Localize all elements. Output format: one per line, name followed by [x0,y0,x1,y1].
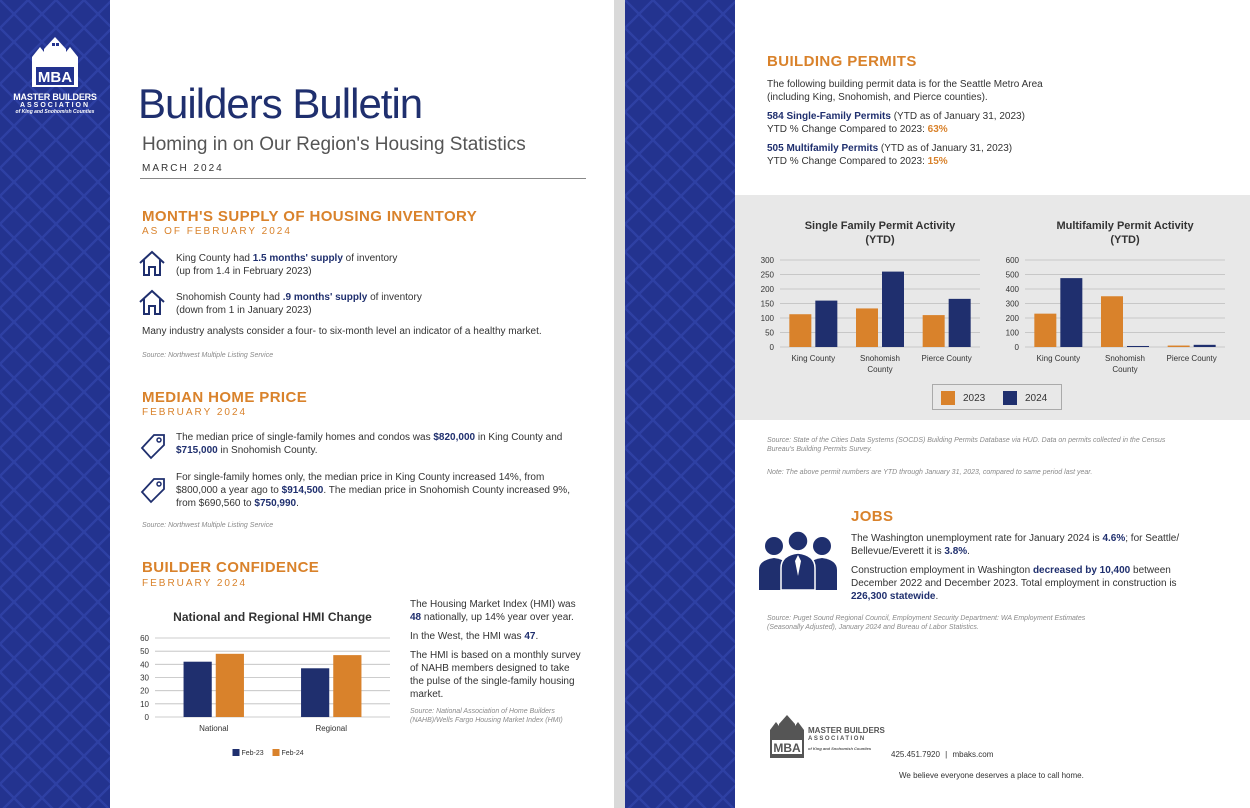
page-title: Builders Bulletin [138,80,423,127]
issue-date: MARCH 2024 [142,163,224,174]
bar-2024-snohomish-county [1127,346,1149,347]
legend-label-Feb-24: Feb-24 [281,750,304,757]
footer-phone[interactable]: 425.451.7920 [891,750,940,759]
median-subtitle: FEBRUARY 2024 [142,407,248,418]
confidence-title: BUILDER CONFIDENCE [142,559,320,576]
supply-title: MONTH'S SUPPLY OF HOUSING INVENTORY [142,208,478,225]
logo-line3: of King and Snohomish Counties [15,109,95,115]
house-icon [138,249,166,277]
footer-contact [891,750,993,759]
y-tick-label: 50 [765,328,774,338]
x-tick-label: Pierce County [921,354,972,363]
logo-line2: ASSOCIATION [19,102,91,109]
legend-label-2024: 2024 [1025,393,1048,404]
chart-title: Multifamily Permit Activity [1056,220,1194,232]
footer-separator: | [945,750,948,759]
supply-note: Many industry analysts consider a four- to six-month level an indicator of a healthy market. [142,326,542,337]
y-tick-label: 200 [760,285,774,294]
permits-title: BUILDING PERMITS [767,53,917,70]
median-p1: The median price of single-family homes and condos was $820,000 in King County and $715,000 in Snohomish County. [176,432,563,456]
y-tick-label: 200 [1005,314,1019,323]
supply-snohomish-text: Snohomish County had .9 months' supply of inventory (down from 1 in January 2023) [176,292,422,316]
y-tick-label: 300 [760,256,774,265]
y-tick-label: 400 [1005,285,1019,294]
footer-logo-line1: MASTER BUILDERS [808,726,885,735]
y-tick-label: 0 [1014,343,1019,352]
chart-title-line2: (YTD) [865,234,895,246]
bar-2024-king-county [815,301,837,347]
footer-logo-houses-icon [768,712,806,758]
mba-logo [10,35,100,115]
permit-legend [932,384,1062,410]
x-tick-label: County [1112,365,1138,374]
bar-2023-king-county [1034,314,1056,347]
svg-text:MBA: MBA [37,69,73,86]
y-tick-label: 40 [140,660,149,670]
median-title: MEDIAN HOME PRICE [142,389,308,406]
footer-logo-line2: ASSOCIATION [808,736,866,742]
x-tick-label: King County [791,354,836,363]
chart-title: National and Regional HMI Change [173,610,372,624]
footer-tagline: We believe everyone deserves a place to call home. [899,771,1084,780]
chart-title-line2: (YTD) [1110,234,1140,246]
legend-swatch-2023 [941,391,955,405]
middle-decorative-band [625,0,735,808]
bar-Feb-24-regional [333,655,361,717]
y-tick-label: 150 [760,299,774,309]
bar-Feb-24-national [216,654,244,717]
x-tick-label: Regional [315,724,348,733]
bar-2023-snohomish-county [1101,296,1123,347]
median-p2: For single-family homes only, the median price in King County increased 14%, from $800,000 a year ago to $914,500. The median price in Snohomish County increased 9%, from $690,560 to $750,990. [176,472,570,509]
jobs-source: Source: Puget Sound Regional Council, Employment Security Department: WA Employment Estimates (Seasonally Adjusted), January 2024 and Bureau of Labor Statistics. [767,615,1086,631]
bar-2023-pierce-county [923,315,945,347]
x-tick-label: King County [1036,354,1081,363]
supply-king-text: King County had 1.5 months' supply of inventory (up from 1.4 in February 2023) [176,253,398,277]
left-decorative-band [0,0,110,808]
legend-swatch-Feb-24 [273,749,280,756]
logo-houses-icon [10,35,100,87]
y-tick-label: 0 [144,713,149,722]
x-tick-label: National [199,724,229,733]
x-tick-label: Pierce County [1166,354,1217,363]
permits-text: The following building permit data is for the Seattle Metro Area (including King, Snohomish, and Pierce counties). 584 Single-Family Permits (YTD as of January 31, 2023) YTD % Change Compared to 2023: 63% 505 Multifamily Permits (YTD as of January 31, 2023) YTD % Change Compared to 2023: 15% [767,79,1043,167]
permit-charts-panel [735,195,1250,420]
bar-2024-pierce-county [949,299,971,347]
footer-website-link[interactable]: mbaks.com [952,750,994,759]
house-icon [138,288,166,316]
bar-Feb-23-national [184,662,212,717]
chart-title: Single Family Permit Activity [804,220,956,232]
header-divider [140,178,586,179]
y-tick-label: 100 [1005,328,1019,338]
logo-line1: MASTER BUILDERS [13,92,97,102]
y-tick-label: 50 [140,647,149,657]
bar-2024-snohomish-county [882,272,904,347]
y-tick-label: 10 [140,699,149,709]
legend-label-2023: 2023 [963,393,986,404]
y-tick-label: 30 [140,673,149,683]
bar-2023-pierce-county [1168,346,1190,347]
y-tick-label: 20 [140,686,149,696]
svg-text:MBA: MBA [773,741,801,755]
y-tick-label: 60 [140,634,149,643]
y-tick-label: 500 [1005,270,1019,280]
y-tick-label: 600 [1005,256,1019,265]
legend-swatch-2024 [1003,391,1017,405]
x-tick-label: Snohomish [859,354,901,363]
legend-label-Feb-23: Feb-23 [241,750,264,757]
permits-source: Source: State of the Cities Data Systems (SOCDS) Building Permits Database via HUD. Data on permits collected in the Census Bureau's Building Permits Survey. [767,437,1166,453]
legend-swatch-Feb-23 [233,749,240,756]
y-tick-label: 300 [1005,299,1019,309]
price-tag-icon [138,474,168,504]
multifamily-permit-chart [990,205,1235,385]
x-tick-label: County [867,365,893,374]
hmi-chart [130,600,400,765]
price-tag-icon [138,430,168,460]
supply-subtitle: AS OF FEBRUARY 2024 [142,226,292,237]
people-icon [757,528,839,590]
bar-2024-pierce-county [1194,345,1216,347]
page-subtitle: Homing in on Our Region's Housing Statistics [142,134,526,155]
bar-2024-king-county [1060,278,1082,347]
bar-2023-snohomish-county [856,308,878,347]
footer-logo-line3: of King and Snohomish Counties [808,746,872,751]
median-source: Source: Northwest Multiple Listing Service [142,522,274,529]
jobs-text: The Washington unemployment rate for January 2024 is 4.6%; for Seattle/ Bellevue/Everett it is 3.8%. Construction employment in Washington decreased by 10,400 between December 2022 and December 2023. Total employment in construction is 226,300 statewide. [851,533,1180,602]
page-gutter [614,0,625,808]
x-tick-label: Snohomish [1104,354,1146,363]
jobs-title: JOBS [851,508,894,525]
confidence-subtitle: FEBRUARY 2024 [142,578,248,589]
footer-logo [768,712,885,762]
single-family-permit-chart [745,205,990,385]
bar-2023-king-county [789,314,811,347]
y-tick-label: 250 [760,270,774,280]
confidence-text: The Housing Market Index (HMI) was 48 nationally, up 14% year over year. In the West, the HMI was 47. The HMI is based on a monthly survey of NAHB members designed to take the pulse of the single-family housing market. Source: National Association of Home Builders (NAHB)/Wells Fargo Housing Market Index (HMI) [410,599,581,724]
permits-note: Note: The above permit numbers are YTD through January 31, 2023, compared to same period last year. [767,469,1093,476]
supply-source: Source: Northwest Multiple Listing Service [142,352,274,359]
y-tick-label: 100 [760,314,774,323]
y-tick-label: 0 [769,343,774,352]
bar-Feb-23-regional [301,668,329,717]
